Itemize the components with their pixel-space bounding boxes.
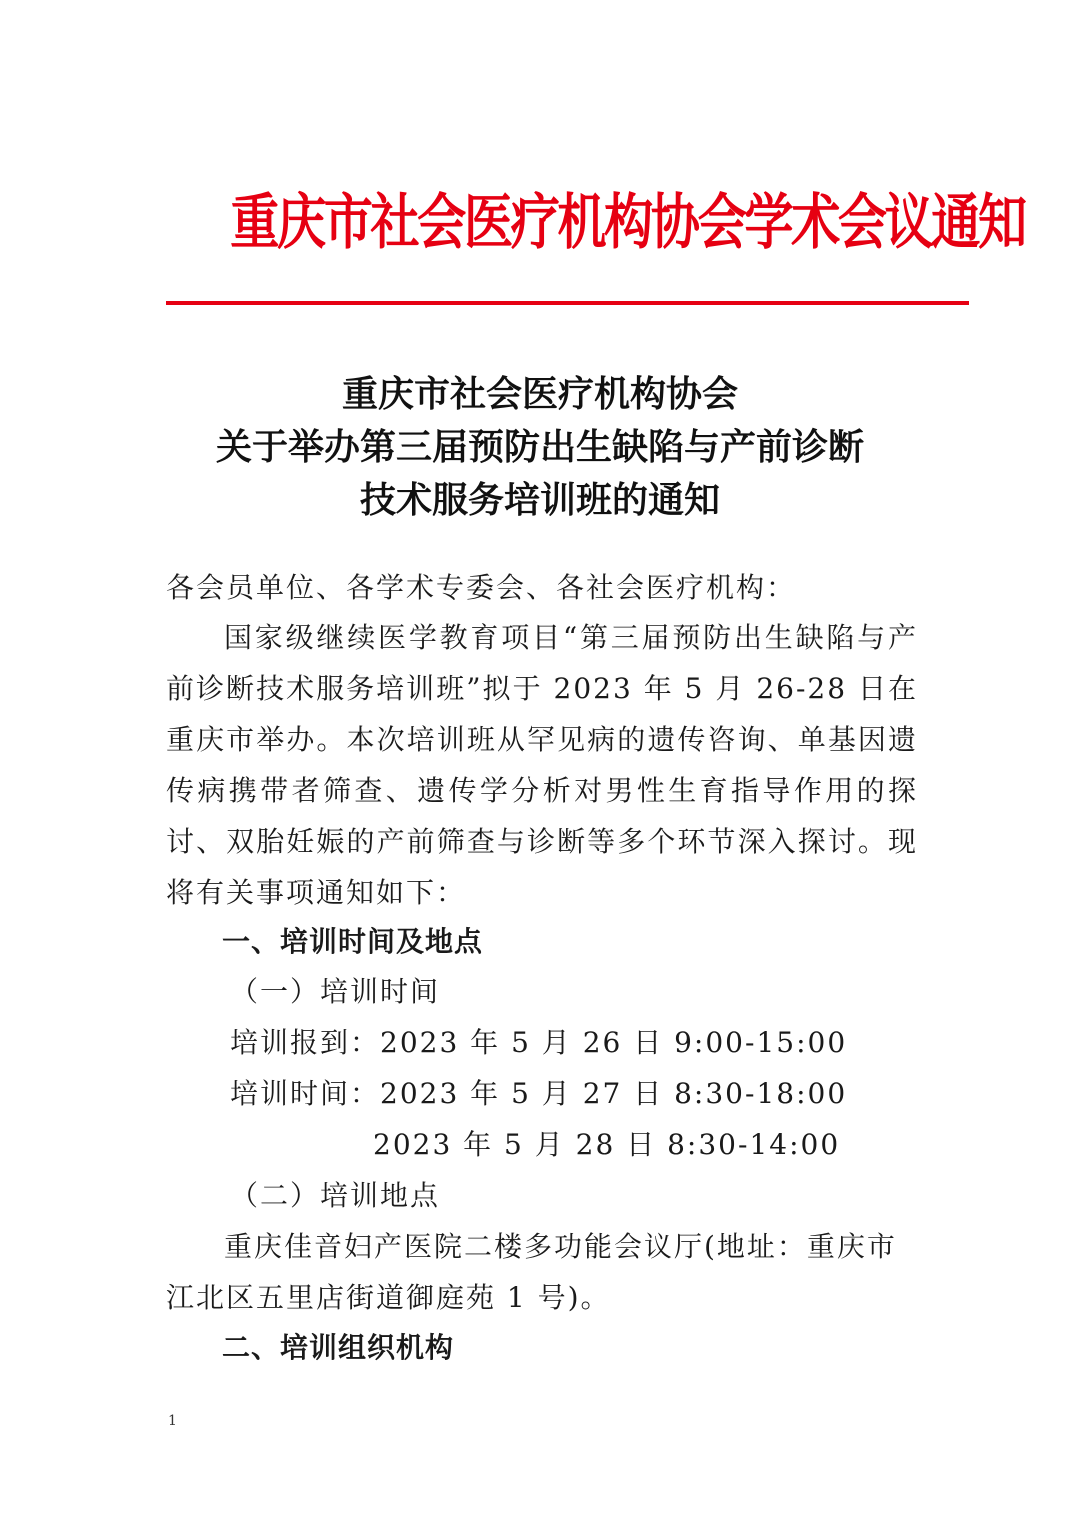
schedule-row bbox=[373, 1119, 840, 1170]
schedule-value: 2023 年 5 月 27 日 8:30-18:00 bbox=[380, 1077, 848, 1110]
intro-paragraph: 国家级继续医学教育项目“第三届预防出生缺陷与产前诊断技术服务培训班”拟于 2023 年 5 月 26-28 日在重庆市举办。本次培训班从罕见病的遗传咨询、单基因遗传病携带者筛查、遗传学分析对男性生育指导作用的探讨、双胎妊娠的产前筛查与诊断等多个环节深入探讨。现将有关事项通知如下： bbox=[166, 621, 918, 909]
notice-title-line-2: 关于举办第三届预防出生缺陷与产前诊断 bbox=[215, 426, 864, 468]
section-2-heading: 二、培训组织机构 bbox=[222, 1331, 455, 1364]
schedule-row bbox=[230, 1068, 847, 1119]
notice-title bbox=[120, 368, 960, 527]
notice-title-line-3: 技术服务培训班的通知 bbox=[359, 479, 720, 521]
schedule-label: 培训报到： bbox=[230, 1026, 381, 1059]
subsection-training-venue: （二）培训地点 bbox=[230, 1179, 441, 1212]
section-1-heading: 一、培训时间及地点 bbox=[222, 925, 484, 958]
schedule-value: 2023 年 5 月 26 日 9:00-15:00 bbox=[380, 1026, 848, 1059]
schedule-label: 培训时间： bbox=[230, 1077, 381, 1110]
schedule-row bbox=[230, 1017, 847, 1068]
subsection-training-time: （一）培训时间 bbox=[230, 975, 441, 1008]
letterhead-divider bbox=[166, 301, 969, 305]
page-number: 1 bbox=[168, 1413, 177, 1429]
salutation: 各会员单位、各学术专委会、各社会医疗机构： bbox=[166, 571, 797, 604]
letterhead-title: 重庆市社会医疗机构协会学术会议通知 bbox=[230, 188, 1025, 258]
notice-title-line-1: 重庆市社会医疗机构协会 bbox=[341, 373, 738, 415]
venue-paragraph: 重庆佳音妇产医院二楼多功能会议厅(地址：重庆市江北区五里店街道御庭苑 1 号)。 bbox=[166, 1230, 897, 1314]
schedule-value: 2023 年 5 月 28 日 8:30-14:00 bbox=[373, 1128, 841, 1161]
